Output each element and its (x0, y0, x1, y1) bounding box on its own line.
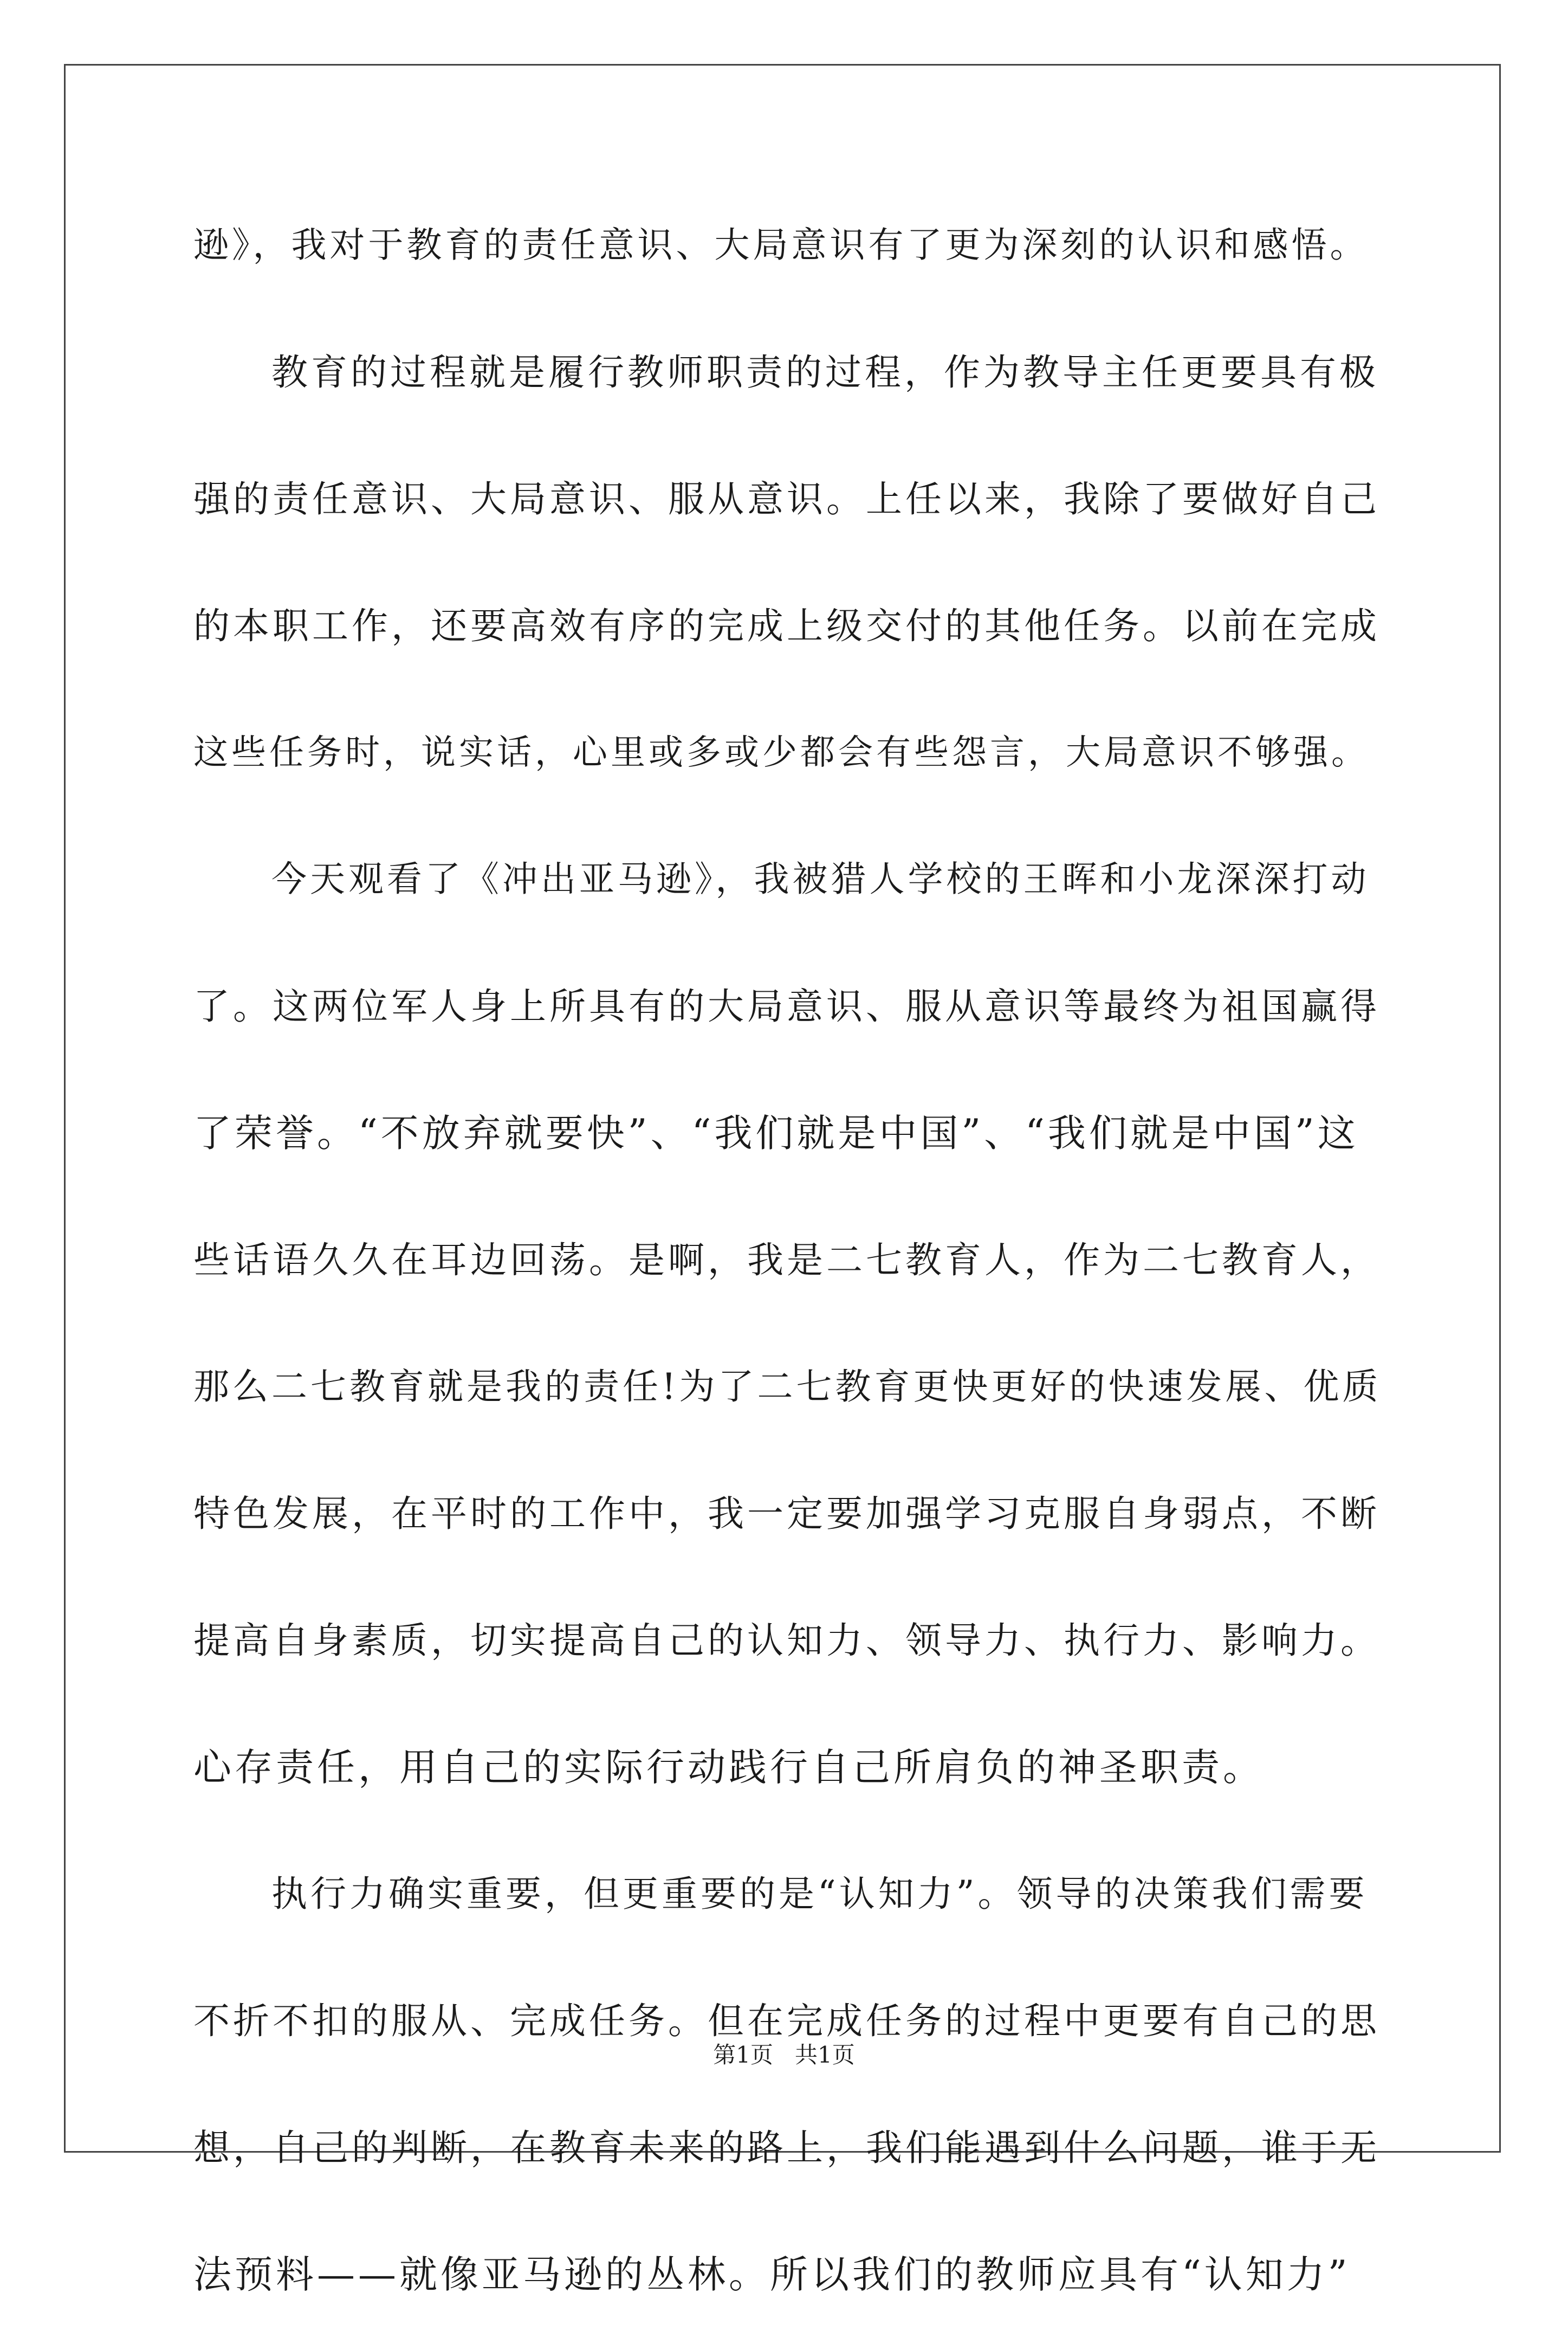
text-line: 执行力确实重要，但更重要的是“认知力”。领导的决策我们需要 (271, 1873, 1368, 1915)
document-body (193, 182, 1382, 2338)
text-line: 了荣誉。“不放弃就要快”、“我们就是中国”、“我们就是中国”这 (193, 1111, 1359, 1155)
text-line: 不折不扣的服从、完成任务。但在完成任务的过程中更要有自己的思 (193, 2000, 1380, 2042)
text-line: 些话语久久在耳边回荡。是啊，我是二七教育人，作为二七教育人， (193, 1239, 1380, 1281)
page-number-footer: 第1页 共1页 (713, 2042, 855, 2068)
text-line: 想，自己的判断，在教育未来的路上，我们能遇到什么问题，谁于无 (193, 2127, 1380, 2169)
text-line: 这些任务时，说实话，心里或多或少都会有些怨言，大局意识不够强。 (193, 733, 1369, 773)
text-line: 逊》，我对于教育的责任意识、大局意识有了更为深刻的认识和感悟。 (193, 225, 1369, 266)
text-line: 特色发展，在平时的工作中，我一定要加强学习克服自身弱点，不断 (193, 1493, 1380, 1535)
text-line: 强的责任意识、大局意识、服从意识。上任以来，我除了要做好自己 (193, 478, 1380, 520)
text-line: 提高自身素质，切实提高自己的认知力、领导力、执行力、影响力。 (193, 1619, 1380, 1662)
text-line: 的本职工作，还要高效有序的完成上级交付的其他任务。以前在完成 (193, 605, 1380, 647)
text-line: 法预料——就像亚马逊的丛林。所以我们的教师应具有“认知力” (193, 2252, 1351, 2297)
text-line: 今天观看了《冲出亚马逊》，我被猎人学校的王晖和小龙深深打动 (271, 859, 1370, 900)
text-line: 那么二七教育就是我的责任!为了二七教育更快更好的快速发展、优质 (193, 1366, 1382, 1407)
text-line: 教育的过程就是履行教师职责的过程，作为教导主任更要具有极 (271, 351, 1379, 393)
text-line: 心存责任，用自己的实际行动践行自己所肩负的神圣职责。 (193, 1745, 1264, 1790)
text-line: 了。这两位军人身上所具有的大局意识、服从意识等最终为祖国赢得 (193, 985, 1380, 1028)
